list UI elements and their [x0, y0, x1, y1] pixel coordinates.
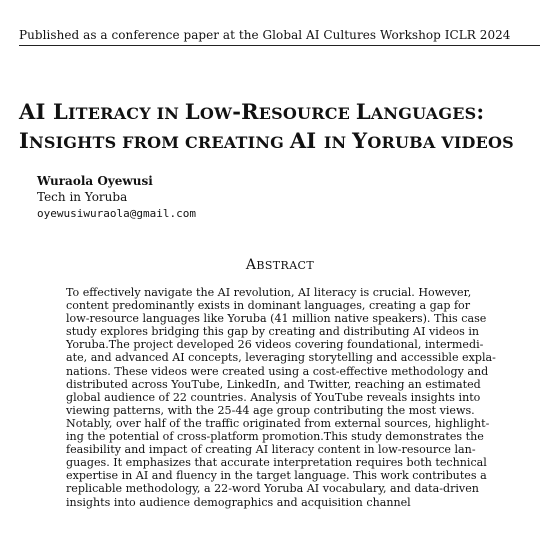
abstract-line: content predominantly exists in dominant languages, creating a gap for	[66, 299, 471, 313]
abstract-line: To effectively navigate the AI revolution, AI literacy is crucial. However,	[66, 286, 472, 299]
abstract-line: replicable methodology, a 22-word Yoruba AI vocabulary, and data-driven	[66, 482, 479, 496]
abstract-line: ate, and advanced AI concepts, leveraging storytelling and accessible expla-	[66, 351, 496, 365]
abstract-line: global audience of 22 countries. Analysis of YouTube reveals insights into	[66, 390, 481, 404]
abstract-line: expertise in AI and fluency in the target language. This work contributes a	[66, 469, 487, 483]
header-rule	[19, 45, 540, 46]
paper-title	[19, 98, 544, 156]
abstract-heading: ABSTRACT	[245, 257, 315, 273]
author-block	[37, 174, 337, 221]
abstract-line: ing the potential of cross-platform promotion.This study demonstrates the	[66, 430, 484, 444]
abstract-line: feasibility and impact of creating AI literacy content in low-resource lan-	[66, 443, 476, 457]
abstract-line: guages. It emphasizes that accurate interpretation requires both technical	[66, 456, 487, 470]
running-header: Published as a conference paper at the Global AI Cultures Workshop ICLR 2024	[19, 28, 511, 42]
abstract-line: Yoruba.The project developed 26 videos covering foundational, intermedi-	[66, 338, 484, 352]
abstract-line: distributed across YouTube, LinkedIn, and Twitter, reaching an estimated	[66, 377, 481, 391]
author-name: Wuraola Oyewusi	[37, 174, 153, 188]
abstract-line: study explores bridging this gap by creating and distributing AI videos in	[66, 325, 480, 339]
author-email: oyewusiwuraola@gmail.com	[37, 207, 196, 220]
abstract-line: Notably, over half of the traffic originated from external sources, highlight-	[66, 416, 490, 430]
paper-title-line-1: AI LITERACY IN LOW-RESOURCE LANGUAGES:	[19, 99, 485, 124]
abstract-line: nations. These videos were created using a cost-effective methodology and	[66, 364, 489, 378]
abstract-body	[66, 286, 496, 509]
author-affiliation: Tech in Yoruba	[37, 190, 128, 204]
paper-title-line-2: INSIGHTS FROM CREATING AI IN YORUBA VIDEOS	[19, 128, 514, 153]
abstract-line: viewing patterns, with the 25-44 age group contributing the most views.	[66, 403, 475, 417]
abstract-line: low-resource languages like Yoruba (41 million native speakers). This case	[66, 312, 487, 326]
abstract-line: insights into audience demographics and acquisition channel	[66, 495, 411, 509]
